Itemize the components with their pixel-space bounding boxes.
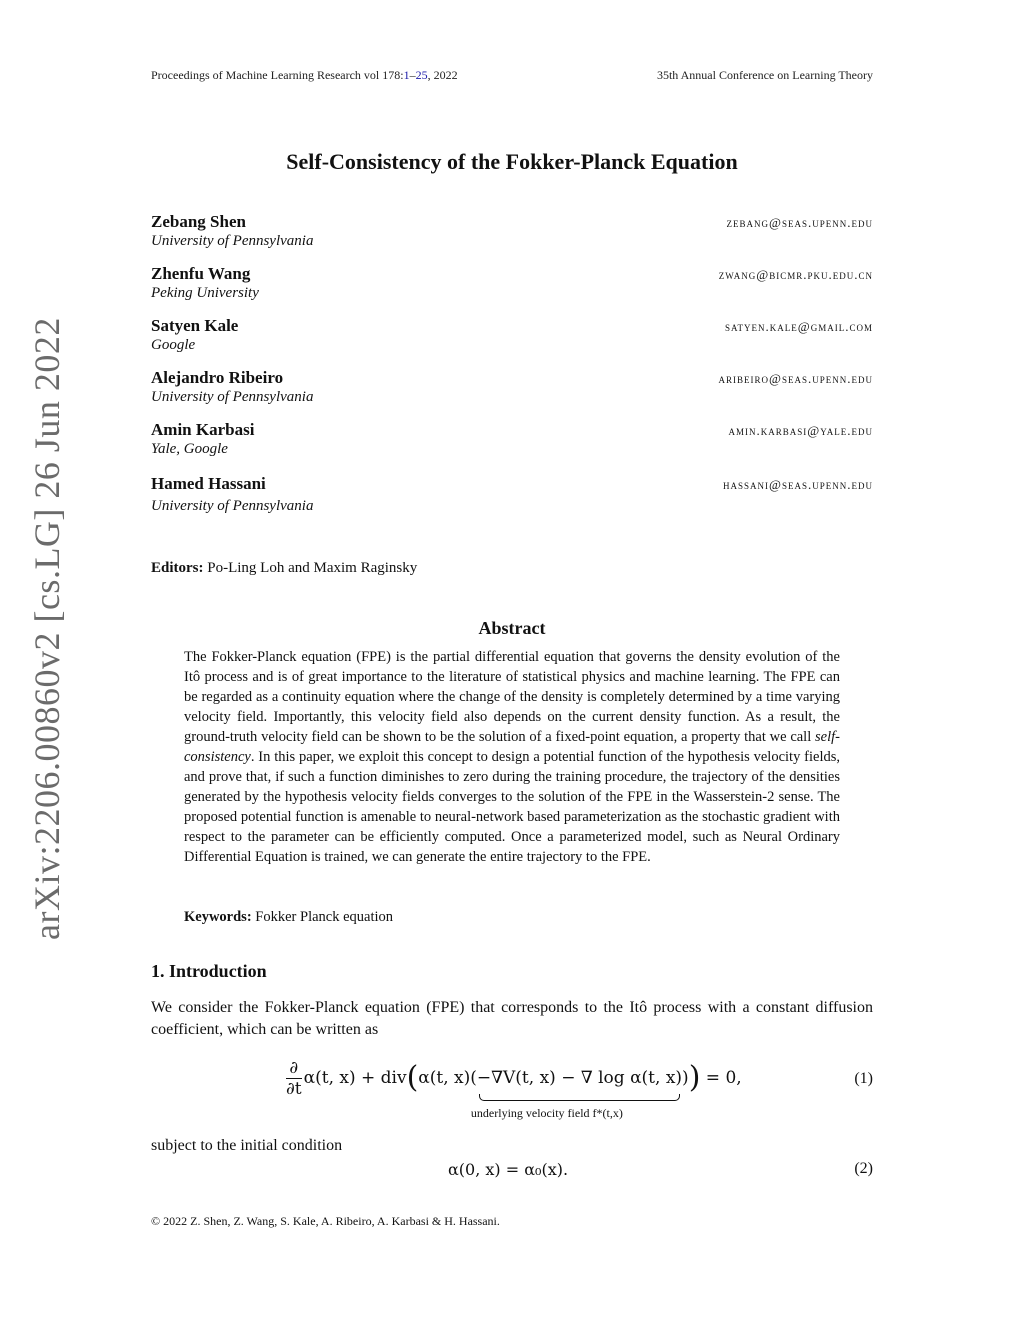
equation-body: $\frac{\partial}{\partial t}$ α(t, x) + div(α(t, x)(−∇V(t, x) − ∇ log α(t, x) underlying velocity field f*(t,x) )) = 0, (286, 1058, 742, 1120)
author-email[interactable]: satyen.kale@gmail.com (725, 319, 873, 334)
venue-line: Proceedings of Machine Learning Research vol 178:1–25, 2022 (151, 68, 458, 82)
copyright-notice: © 2022 Z. Shen, Z. Wang, S. Kale, A. Ribeiro, A. Karbasi & H. Hassani. (151, 1214, 500, 1228)
editors-label: Editors: (151, 560, 204, 576)
underbrace-label: underlying velocity field f*(t,x) (470, 1106, 623, 1120)
keywords-value: Fokker Planck equation (255, 909, 394, 925)
author-affiliation: Google (151, 337, 196, 353)
equation-body: α(0, x) = α₀(x). (448, 1160, 569, 1179)
page-start-link[interactable]: 1 (403, 68, 410, 82)
abstract-text: The Fokker-Planck equation (FPE) is the partial differential equation that governs the density evolution of the Itô process and is of great importance to the literature of statistical physics and machine learning. The FPE can be regarded as a continuity equation where the change of the density is completely determined by a time varying velocity field. Importantly, this velocity field also depends on the current density function. As a result, the ground-truth velocity field can be shown to be the solution of a fixed-point equation, a property that we call self-consistency. In this paper, we exploit this concept to design a potential function of the hypothesis velocity fields, and prove that, if such a function diminishes to zero during the training procedure, the trajectory of the densities generated by the hypothesis velocity fields converges to the solution of the FPE in the Wasserstein-2 sense. The proposed potential function is amenable to neural-network based parameterization as the stochastic gradient with respect to the parameter can be efficiently computed. Once a parameterized model, such as Neural Ordinary Differential Equation is trained, we can generate the entire trajectory to the FPE. (184, 649, 840, 865)
author-email[interactable]: amin.karbasi@yale.edu (728, 423, 873, 438)
equation-number: (1) (854, 1070, 873, 1087)
section-heading: 1. Introduction (151, 961, 267, 981)
emphasis: self-consistency (184, 729, 840, 765)
abstract-heading: Abstract (478, 618, 546, 638)
author-block (151, 420, 873, 464)
author-block (151, 264, 873, 308)
keywords-label: Keywords: (184, 909, 252, 925)
conference-name: 35th Annual Conference on Learning Theory (656, 68, 873, 82)
author-name: Satyen Kale (151, 316, 239, 335)
paper-title: Self-Consistency of the Fokker-Planck Equation (286, 149, 738, 174)
subject-line: subject to the initial condition (151, 1137, 343, 1154)
author-email[interactable]: hassani@seas.upenn.edu (723, 477, 873, 492)
author-affiliation: University of Pennsylvania (151, 233, 314, 249)
arxiv-stamp: arXiv:2206.00860v2 [cs.LG] 26 Jun 2022 (27, 317, 67, 940)
partial-derivative: $\frac{\partial}{\partial t}$ (286, 1058, 302, 1099)
underbrace-term: −∇V(t, x) − ∇ log α(t, x) underlying velocity field f*(t,x) (470, 1068, 683, 1120)
author-email[interactable]: zebang@seas.upenn.edu (726, 215, 873, 230)
author-name: Hamed Hassani (151, 474, 266, 493)
author-name: Zhenfu Wang (151, 264, 251, 283)
equation-number: (2) (854, 1160, 873, 1177)
author-affiliation: University of Pennsylvania (151, 389, 314, 405)
editors-line (151, 560, 417, 577)
author-block (151, 316, 873, 360)
underbrace (479, 1094, 680, 1101)
intro-paragraph: We consider the Fokker-Planck equation (FPE) that corresponds to the Itô process with a constant diffusion coefficient, which can be written as (151, 999, 873, 1038)
page-end-link[interactable]: 25 (415, 68, 428, 82)
equation-1 (151, 1058, 873, 1124)
author-affiliation: Yale, Google (151, 441, 228, 457)
equation-2 (151, 1160, 873, 1184)
author-block (151, 212, 873, 256)
author-affiliation: Peking University (151, 285, 259, 301)
editors-names: Po-Ling Loh and Maxim Raginsky (207, 560, 418, 576)
keywords-line (184, 909, 393, 926)
author-block (151, 368, 873, 412)
author-email[interactable]: zwang@bicmr.pku.edu.cn (718, 267, 873, 282)
author-email[interactable]: aribeiro@seas.upenn.edu (718, 371, 873, 386)
author-name: Alejandro Ribeiro (151, 368, 284, 387)
author-name: Zebang Shen (151, 212, 246, 231)
author-name: Amin Karbasi (151, 420, 255, 439)
author-affiliation: University of Pennsylvania (151, 498, 314, 514)
author-block (151, 474, 873, 518)
